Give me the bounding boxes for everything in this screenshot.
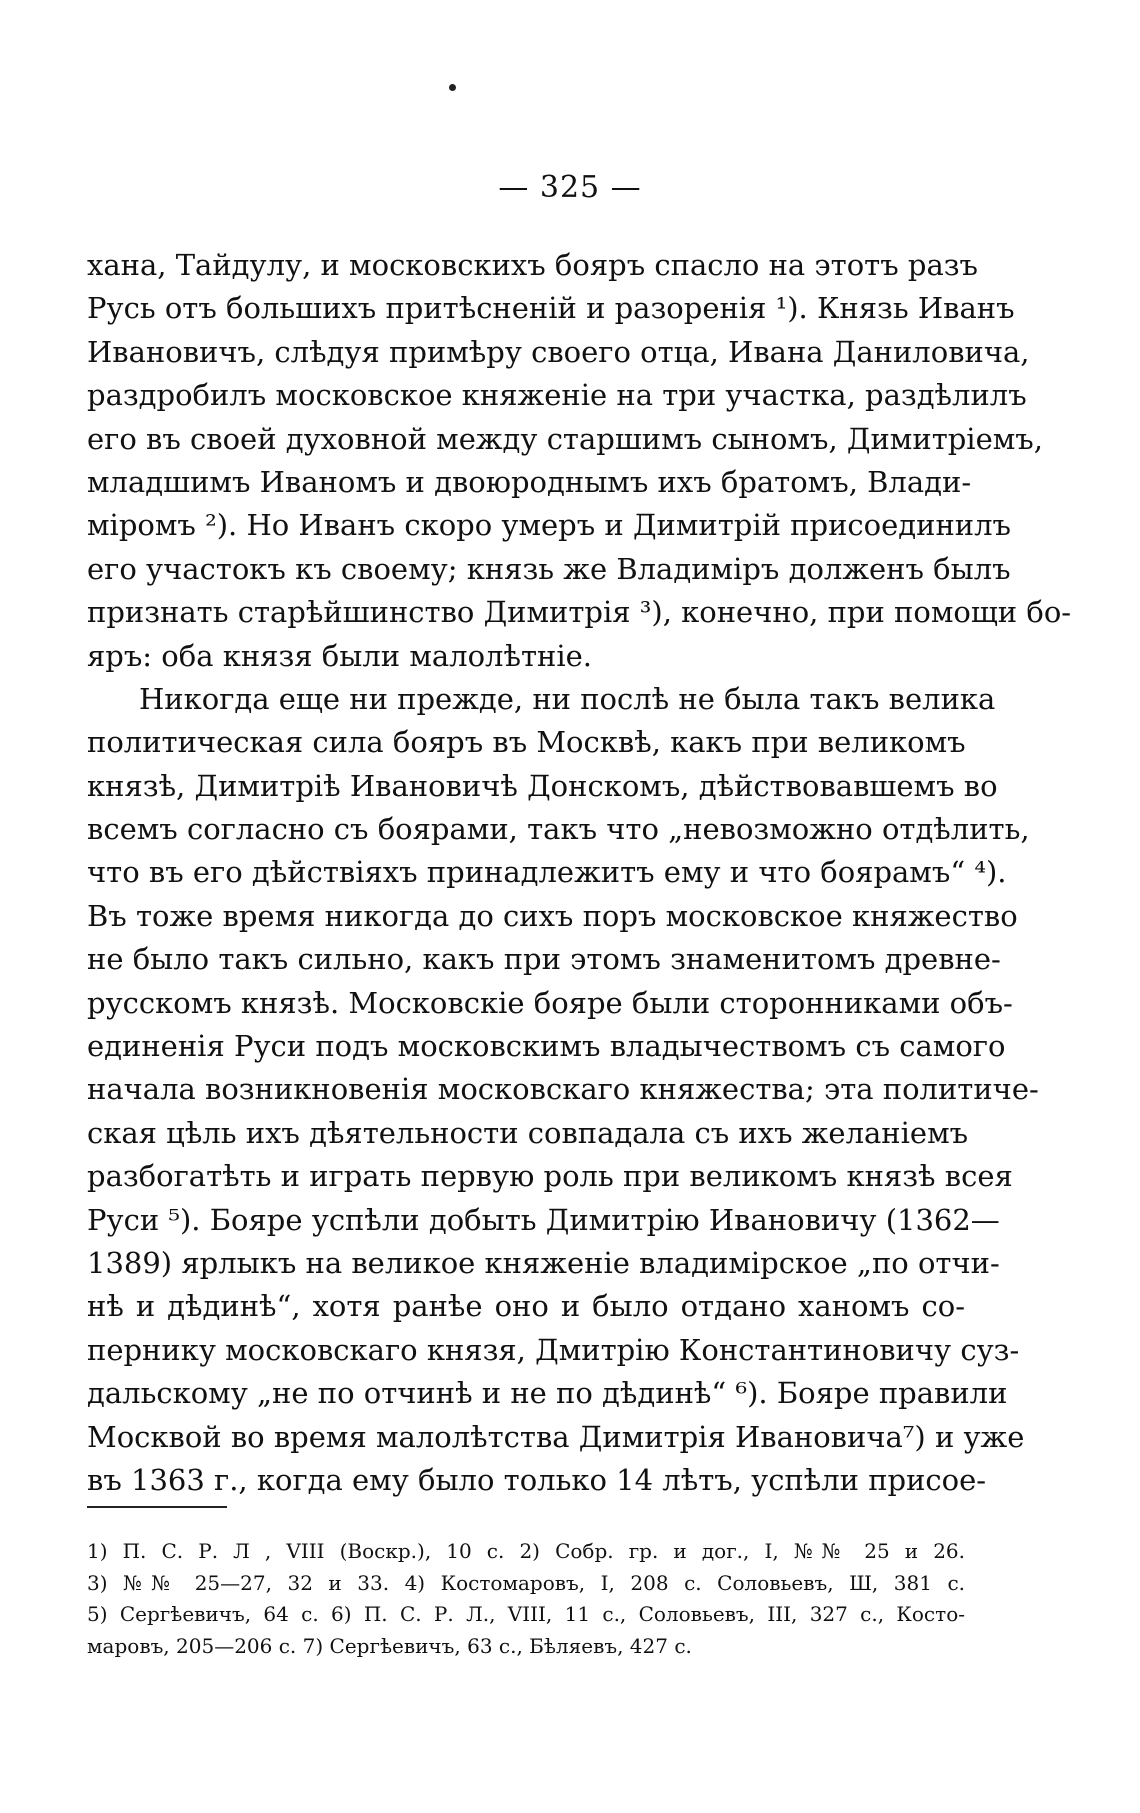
footnote-separator: [87, 1506, 227, 1508]
text-line: въ 1363 г., когда ему было только 14 лѣтъ, успѣли присое-: [87, 1462, 987, 1497]
text-line: Никогда еще ни прежде, ни послѣ не была такъ велика: [139, 681, 996, 716]
footnote-line: 5) Сергѣевичъ, 64 с. 6) П. С. Р. Л., VIII, 11 с., Соловьевъ, III, 327 с., Косто-: [87, 1602, 965, 1626]
text-line: единенія Руси подъ московскимъ владычествомъ съ самого: [87, 1029, 1006, 1064]
text-line: его въ своей духовной между старшимъ сыномъ, Димитріемъ,: [87, 421, 1043, 456]
text-line: раздробилъ московское княженіе на три участка, раздѣлилъ: [87, 378, 1027, 413]
text-line: нѣ и дѣдинѣ“, хотя ранѣе оно и было отдано ханомъ со-: [87, 1289, 965, 1324]
text-line: пернику московскаго князя, Дмитрію Константиновичу суз-: [87, 1332, 1020, 1367]
text-line: ская цѣль ихъ дѣятельности совпадала съ ихъ желаніемъ: [87, 1115, 969, 1150]
text-line: младшимъ Иваномъ и двоюроднымъ ихъ братомъ, Влади-: [87, 464, 972, 499]
text-line: міромъ ²). Но Иванъ скоро умеръ и Димитрій присоединилъ: [87, 508, 1011, 543]
ink-dot: [449, 84, 456, 91]
text-line: политическая сила бояръ въ Москвѣ, какъ при великомъ: [87, 725, 966, 760]
footnote-line: маровъ, 205—206 с. 7) Сергѣевичъ, 63 с., Бѣляевъ, 427 с.: [87, 1633, 692, 1658]
text-line: русскомъ князѣ. Московскіе бояре были сторонниками объ-: [87, 985, 1013, 1020]
footnote-line: 1) П. С. Р. Л , VIII (Воскр.), 10 с. 2) Собр. гр. и дог., I, №№ 25 и 26.: [87, 1539, 965, 1563]
footnote-line: 3) №№ 25—27, 32 и 33. 4) Костомаровъ, I, 208 с. Соловьевъ, Ш, 381 с.: [87, 1570, 965, 1595]
text-line: хана, Тайдулу, и московскихъ бояръ спасло на этотъ разъ: [87, 248, 978, 282]
text-line: Руси ⁵). Бояре успѣли добыть Димитрію Ивановичу (1362—: [87, 1202, 1000, 1237]
text-line: начала возникновенія московскаго княжества; эта политиче-: [87, 1072, 1039, 1107]
page-number: — 325 —: [498, 170, 642, 205]
text-line: его участокъ къ своему; князь же Владиміръ долженъ былъ: [87, 551, 1011, 586]
text-line: разбогатѣть и играть первую роль при великомъ князѣ всея: [87, 1159, 1013, 1194]
text-line: признать старѣйшинство Димитрія ³), конечно, при помощи бо-: [87, 595, 1072, 630]
text-line: Москвой во время малолѣтства Димитрія Ивановича⁷) и уже: [87, 1419, 1025, 1454]
text-line: князѣ, Димитріѣ Ивановичѣ Донскомъ, дѣйствовавшемъ во: [87, 768, 998, 803]
text-line: что въ его дѣйствіяхъ принадлежитъ ему и что боярамъ“ ⁴).: [87, 855, 1007, 890]
text-line: Русь отъ большихъ притѣсненій и разоренія ¹). Князь Иванъ: [87, 291, 1015, 326]
text-line: 1389) ярлыкъ на великое княженіе владимірское „по отчи-: [87, 1245, 1000, 1280]
text-line: Ивановичъ, слѣдуя примѣру своего отца, Ивана Даниловича,: [87, 334, 1030, 369]
text-line: не было такъ сильно, какъ при этомъ знаменитомъ древне-: [87, 942, 1001, 977]
text-line: всемъ согласно съ боярами, такъ что „невозможно отдѣлить,: [87, 812, 1030, 847]
text-line: дальскому „не по отчинѣ и не по дѣдинѣ“ ⁶). Бояре правили: [87, 1376, 1008, 1411]
text-line: Въ тоже время никогда до сихъ поръ московское княжество: [87, 898, 1018, 933]
footnotes: [87, 1536, 965, 1662]
body-text: [87, 244, 1072, 1502]
text-line: яръ: оба князя были малолѣтніе.: [87, 638, 592, 673]
